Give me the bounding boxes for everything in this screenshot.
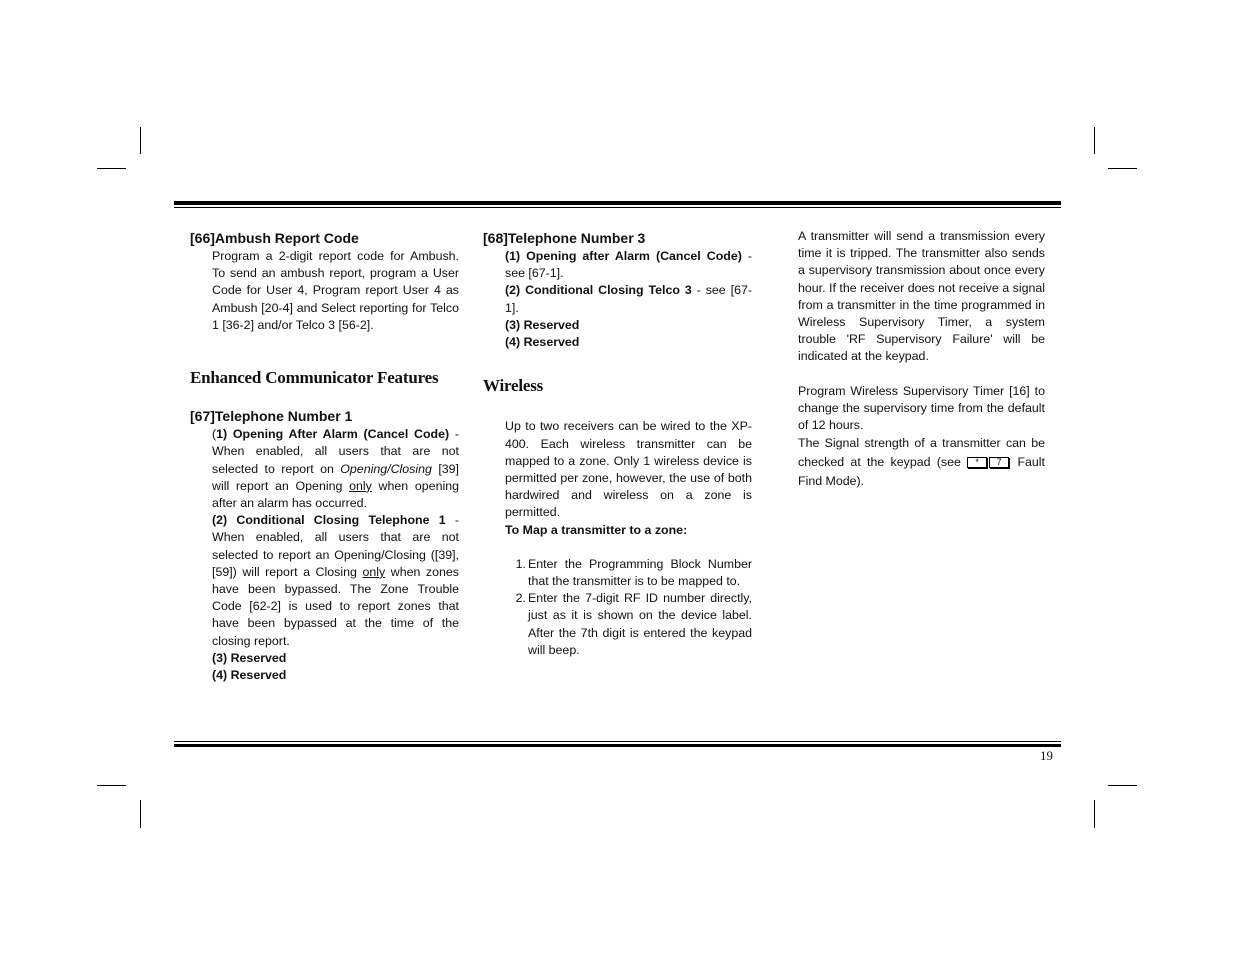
option-1-italic: Opening/Closing: [340, 461, 432, 476]
page-number: 19: [1040, 748, 1053, 763]
option-2-text-b: when zones have been bypassed. The Zone Trouble Code [62-2] is used to report zones that have been bypassed at the time of the closing report.: [212, 564, 459, 648]
option-2-underline: only: [362, 564, 386, 579]
section-66-title: [66]Ambush Report Code: [190, 230, 359, 246]
right-column: [798, 228, 1045, 491]
section-68-title: [68]Telephone Number 3: [483, 230, 646, 246]
section-68-option-1: [483, 248, 752, 282]
section-67-option-4: (4) Reserved: [212, 668, 287, 683]
step-number: 1.: [515, 556, 526, 571]
step-text: Enter the Programming Block Number that the transmitter is to be mapped to.: [528, 556, 752, 589]
list-item: [514, 556, 752, 590]
option-2-text: - see [67-1].: [505, 283, 752, 315]
footer-rule-thin: [174, 741, 1061, 742]
option-1-text-a: - When enabled, all users that are not selected to report on: [212, 427, 459, 476]
section-68-option-2: [483, 282, 752, 316]
option-2-label: (2) Conditional Closing Telco 3: [505, 283, 692, 298]
header-rule-thin: [174, 207, 1061, 208]
wireless-title: Wireless: [483, 376, 544, 396]
crop-mark: [1108, 785, 1137, 786]
left-column: [190, 229, 459, 684]
signal-text-a: The Signal strength of a transmitter can be checked at the keypad (see: [798, 436, 1045, 470]
map-transmitter-title: To Map a transmitter to a zone:: [505, 522, 688, 537]
step-number: 2.: [515, 591, 526, 606]
option-1-text-c: when opening after an alarm has occurred.: [212, 478, 459, 511]
crop-mark: [97, 168, 126, 169]
transmitter-paragraph: A transmitter will send a transmission every time it is tripped. The transmitter also sends a supervisory transmission about once every hour. If the receiver does not receive a signal from a transmitter in the time programmed in Wireless Supervisory Timer, a system trouble 'RF Supervisory Failure' will be indicated at the keypad.: [798, 229, 1045, 364]
option-2-text-a: - When enabled, all users that are not selected to report an Opening/Closing ([39], [59]) will report a Closing: [212, 513, 459, 579]
option-1-text: - see [67-1].: [505, 249, 753, 281]
list-item: [514, 590, 752, 659]
option-2-label: (2) Conditional Closing Telephone 1: [212, 513, 446, 528]
middle-column: [483, 229, 752, 659]
section-67-option-3: (3) Reserved: [212, 650, 287, 665]
option-1-label: 1) Opening After Alarm (Cancel Code): [216, 427, 450, 442]
supervisory-timer-paragraph: Program Wireless Supervisory Timer [16] to change the supervisory time from the default of 12 hours.: [798, 383, 1045, 433]
crop-mark: [97, 785, 126, 786]
seven-key-icon: 7: [989, 457, 1009, 468]
section-68-option-4: (4) Reserved: [505, 335, 580, 350]
star-key-icon: *: [967, 457, 987, 468]
crop-mark: [1108, 168, 1137, 169]
option-1-label: (1) Opening after Alarm (Cancel Code): [505, 249, 742, 263]
crop-mark: [1094, 127, 1095, 154]
wireless-body: Up to two receivers can be wired to the XP-400. Each wireless transmitter can be mapped to a zone. Only 1 wireless device is permitted per zone, however, the use of both hardwired and wireless on a zone is permitted.: [505, 419, 752, 520]
section-67-option-1: [190, 426, 459, 512]
section-68-option-3: (3) Reserved: [505, 317, 580, 332]
option-1-text-b: [39] will report an Opening: [212, 461, 459, 493]
crop-mark: [140, 800, 141, 828]
crop-mark: [140, 127, 141, 154]
section-67-option-2: [190, 512, 459, 650]
option-paren: (: [212, 427, 217, 442]
enhanced-communicator-title: Enhanced Communicator Features: [190, 368, 439, 388]
option-1-underline: only: [349, 478, 372, 493]
signal-text-b: Fault Find Mode).: [798, 455, 1045, 489]
section-66-body: Program a 2-digit report code for Ambush. To send an ambush report, program a User Code for User 4, Program report User 4 as Ambush [20-4] and Select reporting for Telco 1 [36-2] and/or Telco 3 [56-2].: [212, 249, 459, 332]
map-steps-list: [483, 556, 752, 659]
header-rule-thick: [174, 201, 1061, 205]
section-67-title: [67]Telephone Number 1: [190, 408, 353, 425]
footer-rule-thick: [174, 744, 1061, 747]
signal-strength-paragraph: [798, 434, 1045, 491]
crop-mark: [1094, 800, 1095, 828]
step-text: Enter the 7-digit RF ID number directly, just as it is shown on the device label. After the 7th digit is entered the keypad will beep.: [528, 591, 752, 657]
